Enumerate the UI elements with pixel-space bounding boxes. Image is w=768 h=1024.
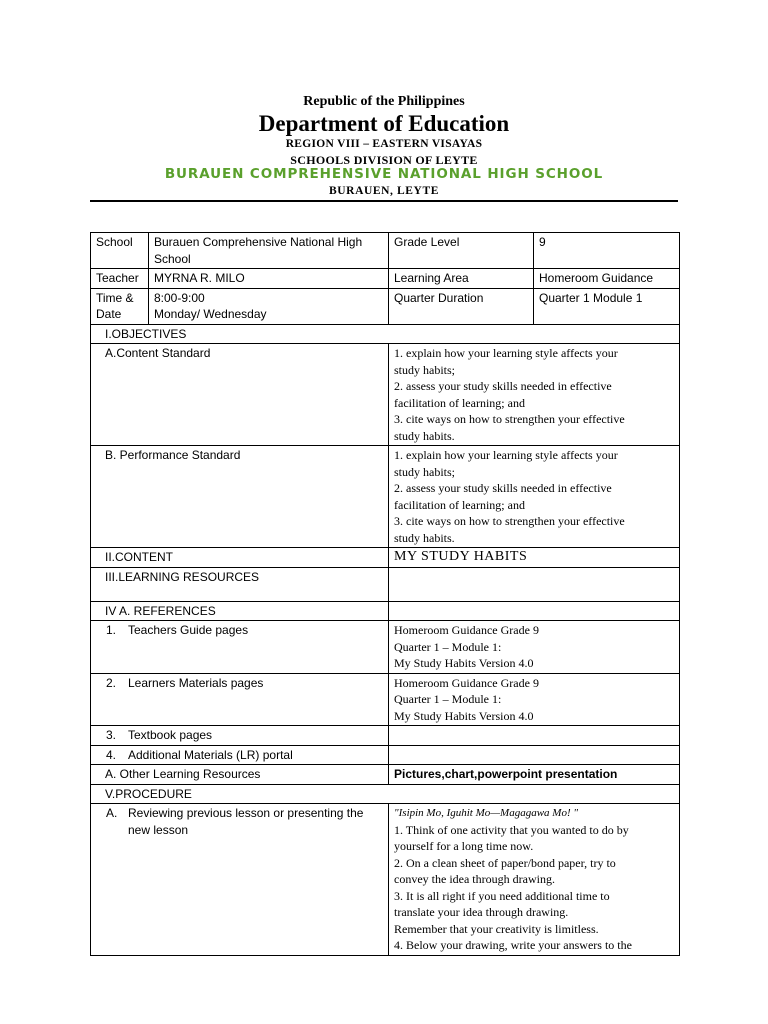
school-name-line: BURAUEN COMPREHENSIVE NATIONAL HIGH SCHOOL (164, 166, 604, 182)
division-line: SCHOOLS DIVISION OF LEYTE (290, 153, 478, 167)
lr-portal-row (91, 745, 680, 765)
textbook-label: 3. Textbook pages (91, 726, 389, 746)
content-heading: II.CONTENT (91, 548, 389, 568)
procedure-heading: V.PROCEDURE (91, 784, 680, 804)
other-resources-row (91, 765, 680, 785)
objectives-heading-row (91, 324, 680, 344)
references-value (389, 601, 680, 621)
town-line: BURAUEN, LEYTE (328, 185, 439, 197)
content-standard-label: A.Content Standard (91, 344, 389, 446)
lr-portal-label: 4. Additional Materials (LR) portal (91, 745, 389, 765)
other-resources-label: A. Other Learning Resources (91, 765, 389, 785)
region-line: REGION VIII – EASTERN VISAYAS (285, 138, 483, 150)
content-row (91, 548, 680, 568)
procedure-a-row (91, 804, 680, 956)
header-divider (90, 200, 678, 202)
textbook-value (389, 726, 680, 746)
content-standard-row (91, 344, 680, 446)
teacher-label: Teacher (91, 269, 149, 289)
textbook-row (91, 726, 680, 746)
other-resources-value: Pictures,chart,powerpoint presentation (389, 765, 680, 785)
teachers-guide-row (91, 621, 680, 674)
learning-resources-heading: III.LEARNING RESOURCES (91, 567, 389, 601)
content-topic: MY STUDY HABITS (389, 548, 680, 568)
lesson-plan-table (90, 232, 680, 956)
grade-level-value: 9 (534, 233, 680, 269)
learners-materials-label: 2. Learners Materials pages (91, 673, 389, 726)
teacher-value: MYRNA R. MILO (149, 269, 389, 289)
republic-line: Republic of the Philippines (303, 94, 465, 109)
activity-title: "Isipin Mo, Iguhit Mo—Magagawa Mo! " (394, 807, 579, 819)
references-row (91, 601, 680, 621)
references-heading: IV A. REFERENCES (91, 601, 389, 621)
performance-standard-text: 1. explain how your learning style affects your study habits; 2. assess your study skills needed in effective facilitation of learning; and 3. cite ways on how to strengthen your effective study habits. (389, 446, 680, 548)
department-title: Department of Education (258, 111, 510, 136)
lr-portal-value (389, 745, 680, 765)
time-date-value: 8:00-9:00 Monday/ Wednesday (149, 288, 389, 324)
grade-level-label: Grade Level (389, 233, 534, 269)
quarter-duration-value: Quarter 1 Module 1 (534, 288, 680, 324)
procedure-a-text: "Isipin Mo, Iguhit Mo—Magagawa Mo! " 1. Think of one activity that you wanted to do by yourself for a long time now. 2. On a clean sheet of paper/bond paper, try to convey the idea through drawing. 3. It is all right if you need additional time to translate your idea through drawing. Remember that your creativity is limitless. 4. Below your drawing, write your answers to the (389, 804, 680, 956)
info-row-teacher (91, 269, 680, 289)
objectives-heading: I.OBJECTIVES (91, 324, 680, 344)
learning-resources-value (389, 567, 680, 601)
school-label: School (91, 233, 149, 269)
teachers-guide-label: 1. Teachers Guide pages (91, 621, 389, 674)
performance-standard-row (91, 446, 680, 548)
teachers-guide-value: Homeroom Guidance Grade 9 Quarter 1 – Module 1: My Study Habits Version 4.0 (389, 621, 680, 674)
school-value: Burauen Comprehensive National High School (149, 233, 389, 269)
procedure-a-label: A. Reviewing previous lesson or presenting the new lesson (91, 804, 389, 956)
learning-area-label: Learning Area (389, 269, 534, 289)
quarter-duration-label: Quarter Duration (389, 288, 534, 324)
content-standard-text: 1. explain how your learning style affects your study habits; 2. assess your study skills needed in effective facilitation of learning; and 3. cite ways on how to strengthen your effective study habits. (389, 344, 680, 446)
time-date-label: Time & Date (91, 288, 149, 324)
procedure-heading-row (91, 784, 680, 804)
learning-resources-row (91, 567, 680, 601)
learners-materials-value: Homeroom Guidance Grade 9 Quarter 1 – Module 1: My Study Habits Version 4.0 (389, 673, 680, 726)
info-row-school (91, 233, 680, 269)
performance-standard-label: B. Performance Standard (91, 446, 389, 548)
learners-materials-row (91, 673, 680, 726)
learning-area-value: Homeroom Guidance (534, 269, 680, 289)
info-row-time (91, 288, 680, 324)
